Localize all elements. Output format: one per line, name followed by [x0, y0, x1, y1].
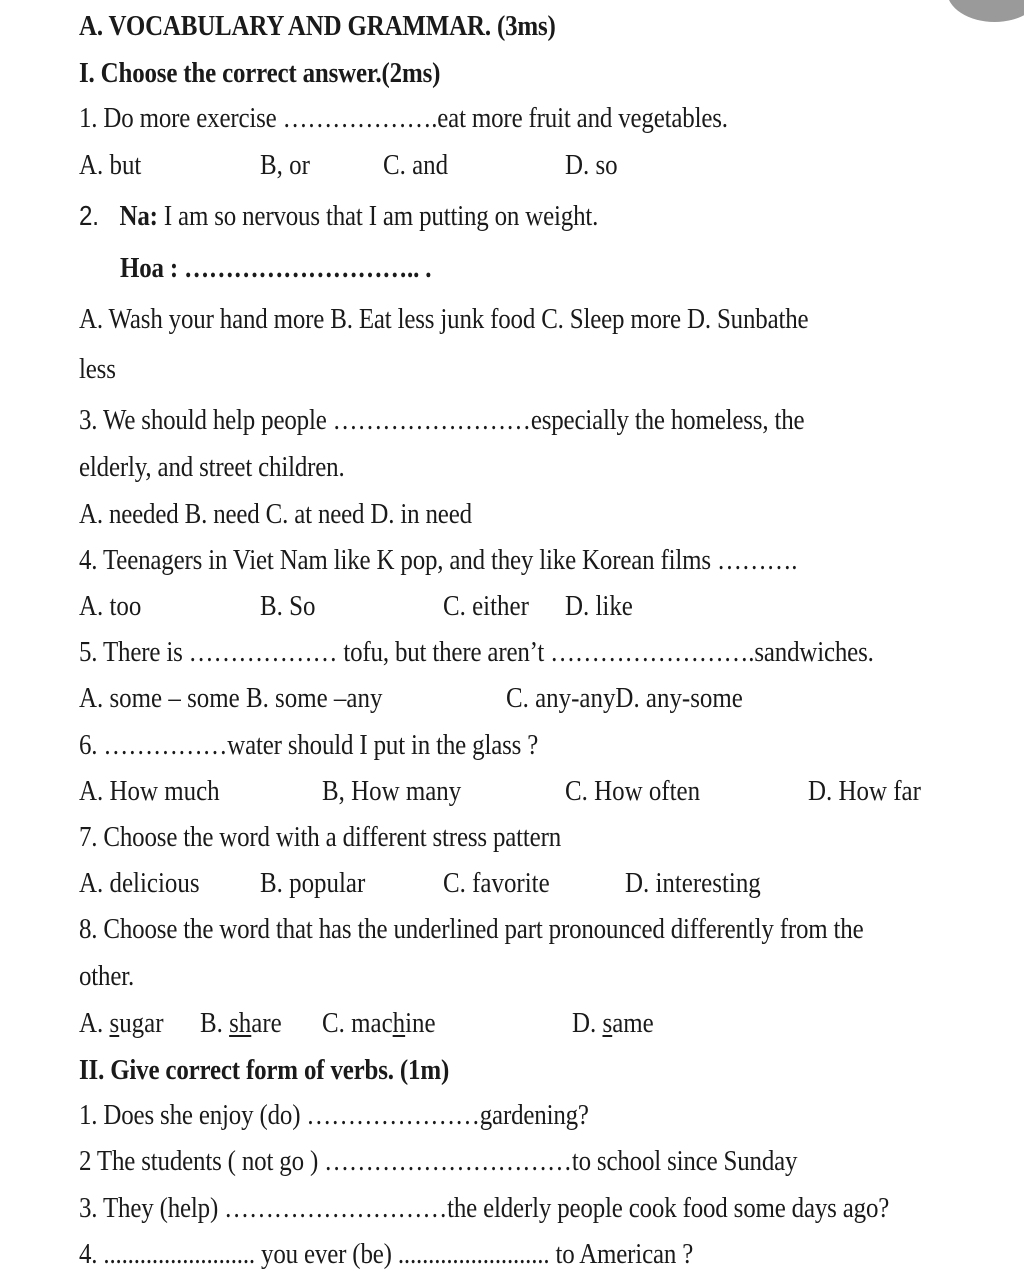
q8-a-underlined: s — [109, 1007, 120, 1039]
q1-option-d: D. so — [565, 149, 618, 181]
part2-q3: 3. They (help) ………………………the elderly people cook food some days ago? — [79, 1192, 890, 1224]
q1-option-b: B, or — [260, 149, 310, 181]
q6-option-a: A. How much — [79, 775, 220, 807]
q1-option-a: A. but — [79, 149, 142, 181]
q1-option-c: C. and — [383, 149, 449, 181]
q8-c-rest: ine — [405, 1007, 436, 1039]
part2-q1: 1. Does she enjoy (do) …………………gardening? — [79, 1099, 589, 1131]
q6-option-d: D. How far — [808, 775, 921, 807]
q6-option-c: C. How often — [565, 775, 701, 807]
section-a-title: A. VOCABULARY AND GRAMMAR. (3ms) — [79, 10, 556, 42]
part2-title: II. Give correct form of verbs. (1m) — [79, 1054, 450, 1086]
q6-text: 6. ……………water should I put in the glass ? — [79, 729, 539, 761]
part2-q4: 4. ......................... you ever (be) ......................... to American ? — [79, 1238, 694, 1270]
q4-option-b: B. So — [260, 590, 316, 622]
q2-options-wrap: less — [79, 353, 116, 385]
q2-line1 — [79, 198, 598, 234]
q8-option-d — [572, 1005, 654, 1041]
q8-text-wrap: other. — [79, 960, 135, 992]
q8-text: 8. Choose the word that has the underlined part pronounced differently from the — [79, 913, 864, 945]
q1-text: 1. Do more exercise ……………….eat more fruit and vegetables. — [79, 102, 728, 134]
q4-option-c: C. either — [443, 590, 529, 622]
q2-hoa-blank: ……………………….. . — [184, 252, 432, 284]
q3-text: 3. We should help people ……………………especially the homeless, the — [79, 404, 805, 436]
q5-options-cd: C. any-anyD. any-some — [506, 682, 743, 714]
q8-b-rest: are — [251, 1007, 282, 1039]
part2-q2: 2 The students ( not go ) …………………………to school since Sunday — [79, 1145, 798, 1177]
q2-speaker-hoa: Hoa : — [120, 252, 179, 284]
q8-c-prefix: C. mac — [322, 1007, 393, 1039]
q4-option-a: A. too — [79, 590, 142, 622]
q2-line2 — [120, 250, 431, 286]
corner-shape — [947, 0, 1024, 22]
q3-options: A. needed B. need C. at need D. in need — [79, 498, 472, 530]
q8-option-a — [79, 1005, 164, 1041]
q4-option-d: D. like — [565, 590, 633, 622]
q2-na-line: I am so nervous that I am putting on weight. — [163, 200, 599, 232]
q7-option-c: C. favorite — [443, 867, 550, 899]
q7-option-b: B. popular — [260, 867, 366, 899]
q4-text: 4. Teenagers in Viet Nam like K pop, and they like Korean films ………. — [79, 544, 798, 576]
q8-option-b — [200, 1005, 282, 1041]
q8-b-prefix: B. — [200, 1007, 230, 1039]
q8-b-underlined: sh — [229, 1007, 252, 1039]
q5-text: 5. There is ……………… tofu, but there aren’t …………………….sandwiches. — [79, 636, 874, 668]
q8-a-rest: ugar — [119, 1007, 164, 1039]
q8-d-rest: ame — [612, 1007, 654, 1039]
q5-options-ab: A. some – some B. some –any — [79, 682, 383, 714]
q7-option-d: D. interesting — [625, 867, 761, 899]
q8-c-underlined: h — [392, 1007, 406, 1039]
q6-option-b: B, How many — [322, 775, 462, 807]
q2-options: A. Wash your hand more B. Eat less junk food C. Sleep more D. Sunbathe — [79, 303, 809, 335]
q7-option-a: A. delicious — [79, 867, 200, 899]
q8-a-prefix: A. — [79, 1007, 110, 1039]
q2-number: 2. — [79, 200, 99, 231]
q8-option-c — [322, 1005, 436, 1041]
q2-speaker-na: Na: — [119, 200, 158, 232]
q7-text: 7. Choose the word with a different stress pattern — [79, 821, 562, 853]
q8-d-prefix: D. — [572, 1007, 603, 1039]
q8-d-underlined: s — [602, 1007, 613, 1039]
q3-text-wrap: elderly, and street children. — [79, 451, 345, 483]
part1-title: I. Choose the correct answer.(2ms) — [79, 57, 441, 89]
